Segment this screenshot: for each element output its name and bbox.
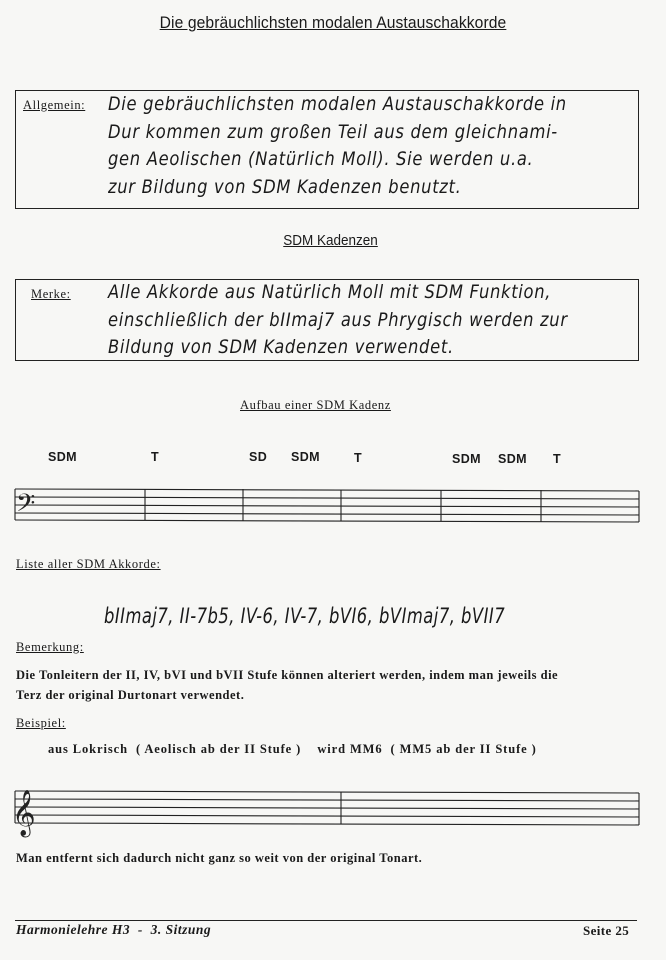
- chord-list: bIImaj7, II-7b5, IV-6, IV-7, bVI6, bVImaj7, bVII7: [104, 604, 506, 628]
- bemerkung-label: Bemerkung:: [16, 640, 84, 654]
- allgemein-line: zur Bildung von SDM Kadenzen benutzt.: [108, 175, 462, 198]
- beispiel-text: aus Lokrisch ( Aeolisch ab der II Stufe ) wird MM6 ( MM5 ab der II Stufe ): [48, 742, 537, 756]
- function-label: SD: [249, 450, 268, 464]
- allgemein-line: Dur kommen zum großen Teil aus dem gleichnami-: [108, 120, 558, 143]
- allgemein-label: Allgemein:: [23, 98, 86, 112]
- allgemein-line: Die gebräuchlichsten modalen Austauschakkorde in: [108, 93, 567, 115]
- function-label: T: [354, 451, 363, 465]
- function-label: SDM: [498, 452, 527, 466]
- page-title: Die gebräuchlichsten modalen Austauschakkorde: [159, 13, 507, 32]
- bass-clef-icon: 𝄢: [16, 489, 36, 524]
- page-number: Seite 25: [583, 923, 630, 938]
- sdm-kadenzen-heading: SDM Kadenzen: [283, 232, 378, 249]
- merke-label: Merke:: [31, 287, 71, 301]
- beispiel-label: Beispiel:: [16, 716, 66, 730]
- liste-heading: Liste aller SDM Akkorde:: [16, 557, 161, 571]
- merke-line: Alle Akkorde aus Natürlich Moll mit SDM Funktion,: [108, 281, 552, 303]
- closing-text: Man entfernt sich dadurch nicht ganz so weit von der original Tonart.: [16, 851, 423, 865]
- aufbau-heading: Aufbau einer SDM Kadenz: [240, 398, 391, 412]
- merke-line: einschließlich der bIImaj7 aus Phrygisch werden zur: [108, 308, 568, 331]
- footer-rule: [15, 920, 637, 921]
- function-label: T: [553, 452, 562, 466]
- function-label: SDM: [452, 452, 481, 466]
- footer-left: Harmonielehre H3 - 3. Sitzung: [16, 922, 212, 937]
- allgemein-line: gen Aeolischen (Natürlich Moll). Sie werden u.a.: [108, 148, 534, 170]
- merke-line: Bildung von SDM Kadenzen verwendet.: [108, 336, 454, 358]
- function-label: T: [151, 450, 160, 464]
- bemerkung-line: Terz der original Durtonart verwendet.: [16, 688, 245, 702]
- bemerkung-line: Die Tonleitern der II, IV, bVI und bVII Stufe können alteriert werden, indem man jeweils die: [16, 668, 559, 682]
- function-label: SDM: [291, 450, 320, 464]
- function-label: SDM: [48, 450, 77, 464]
- treble-clef-icon: 𝄞: [12, 790, 36, 836]
